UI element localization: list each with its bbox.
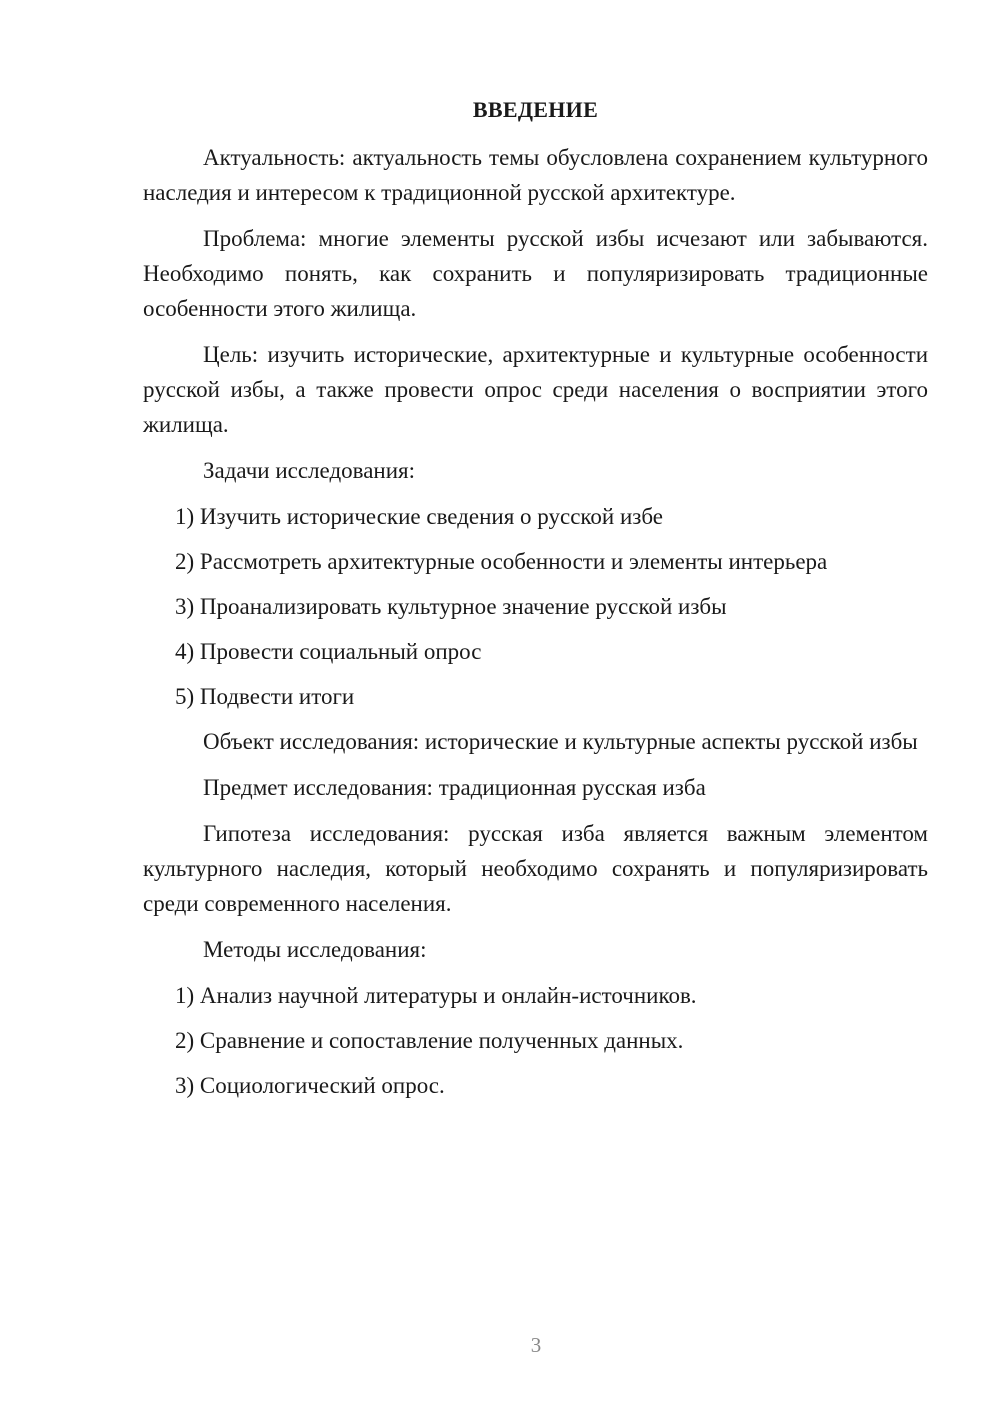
list-item: 3) Проанализировать культурное значение русской избы [175,594,727,619]
relevance-paragraph: Актуальность: актуальность темы обусловлена сохранением культурного наследия и интересом к традиционной русской архитектуре. [143,145,928,205]
problem-paragraph: Проблема: многие элементы русской избы исчезают или забываются. Необходимо понять, как сохранить и популяризировать традиционные особенности этого жилища. [143,226,928,321]
methods-title: Методы исследования: [203,937,427,962]
object-paragraph: Объект исследования: исторические и культурные аспекты русской избы [203,729,918,754]
list-item: 2) Сравнение и сопоставление полученных данных. [175,1028,684,1053]
hypothesis-paragraph: Гипотеза исследования: русская изба является важным элементом культурного наследия, который необходимо сохранять и популяризировать среди современного населения. [143,821,928,916]
list-item: 1) Анализ научной литературы и онлайн-источников. [175,983,697,1008]
subject-paragraph: Предмет исследования: традиционная русская изба [203,775,706,800]
page-number: 3 [530,1333,542,1357]
list-item: 3) Социологический опрос. [175,1073,445,1098]
list-item: 5) Подвести итоги [175,684,355,709]
list-item: 4) Провести социальный опрос [175,639,482,664]
page-title: ВВЕДЕНИЕ [472,97,599,122]
page-content [143,92,928,1113]
list-item: 2) Рассмотреть архитектурные особенности и элементы интерьера [175,549,828,574]
methods-list [143,978,928,1103]
goal-paragraph: Цель: изучить исторические, архитектурные и культурные особенности русской избы, а также провести опрос среди населения о восприятии этого жилища. [143,342,928,437]
tasks-title: Задачи исследования: [203,458,416,483]
list-item: 1) Изучить исторические сведения о русской избе [175,504,663,529]
tasks-list [143,499,928,714]
